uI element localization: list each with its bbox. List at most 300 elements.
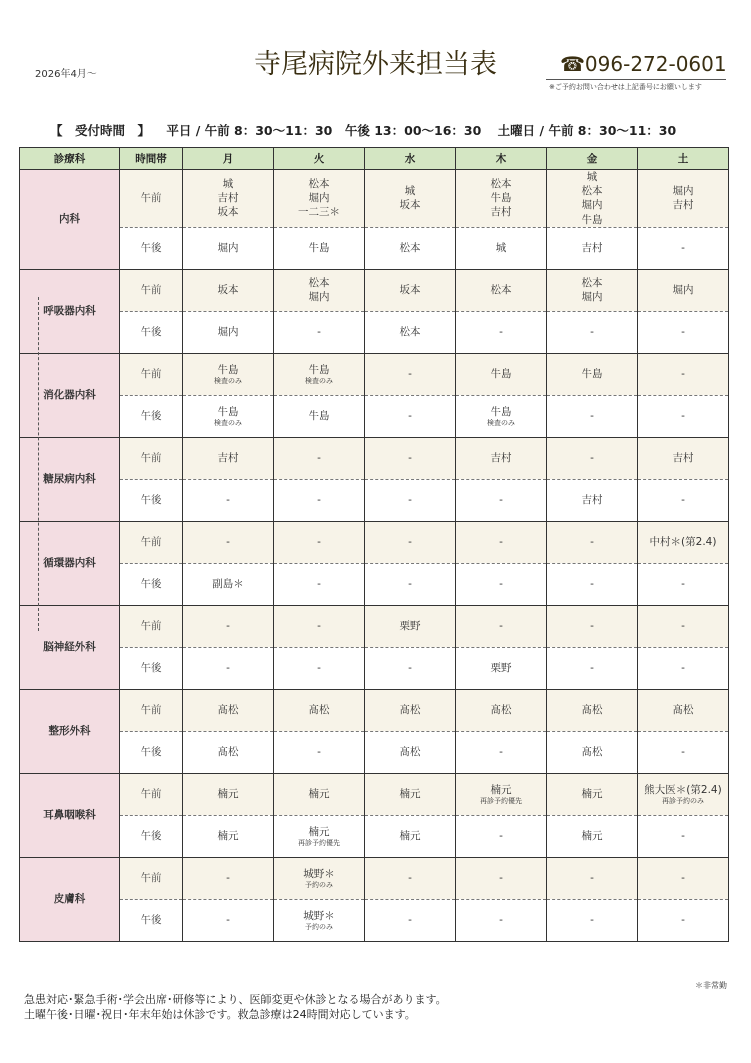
- schedule-cell: [456, 521, 547, 563]
- doctor-name: -: [681, 914, 685, 927]
- date-label: 2026年4月～: [35, 69, 97, 80]
- schedule-cell: [547, 521, 638, 563]
- doctor-name: 坂本: [217, 206, 239, 219]
- doctor-name: 牛島: [308, 363, 330, 376]
- schedule-cell: [547, 269, 638, 311]
- table-row: [20, 857, 729, 899]
- phone-number: [560, 52, 727, 76]
- schedule-cell: [547, 857, 638, 899]
- doctor-name: -: [499, 578, 503, 591]
- doctor-name: -: [681, 578, 685, 591]
- cell-note: 予約のみ: [305, 881, 333, 890]
- table-row: [20, 647, 729, 689]
- schedule-cell: [274, 815, 365, 857]
- doctor-name: 松本: [490, 178, 512, 191]
- doctor-name: -: [408, 494, 412, 507]
- doctor-name: 栗野: [490, 662, 512, 675]
- schedule-cell: [365, 311, 456, 353]
- doctor-name: -: [590, 914, 594, 927]
- time-slot: 午後: [120, 899, 183, 941]
- doctor-name: -: [499, 746, 503, 759]
- schedule-cell: [183, 170, 274, 228]
- doctor-name: 髙松: [672, 704, 694, 717]
- table-row: [20, 773, 729, 815]
- schedule-cell: [638, 269, 729, 311]
- schedule-cell: [638, 227, 729, 269]
- table-row: [20, 227, 729, 269]
- doctor-name: -: [590, 326, 594, 339]
- time-slot: 午後: [120, 227, 183, 269]
- phone-underline: [546, 79, 726, 80]
- time-slot: 午前: [120, 170, 183, 228]
- schedule-cell: [183, 521, 274, 563]
- schedule-cell: [638, 395, 729, 437]
- schedule-cell: [365, 563, 456, 605]
- doctor-name: -: [590, 662, 594, 675]
- schedule-cell: [183, 647, 274, 689]
- doctor-name: 堀内: [217, 326, 239, 339]
- time-slot: 午前: [120, 269, 183, 311]
- schedule-cell: [274, 689, 365, 731]
- doctor-name: -: [317, 452, 321, 465]
- schedule-cell: [547, 311, 638, 353]
- doctor-name: 牛島: [490, 368, 512, 381]
- schedule-cell: [638, 563, 729, 605]
- doctor-name: 牛島: [490, 192, 512, 205]
- doctor-name: 吉村: [490, 452, 512, 465]
- schedule-cell: [638, 353, 729, 395]
- footer-notes: [24, 992, 447, 1023]
- doctor-name: -: [226, 620, 230, 633]
- hours-weekday: 平日 / 午前 8：30～11：30 午後 13：00～16：30: [166, 123, 482, 138]
- time-slot: 午後: [120, 647, 183, 689]
- schedule-cell: [638, 689, 729, 731]
- table-row: [20, 563, 729, 605]
- doctor-name: -: [681, 746, 685, 759]
- schedule-cell: [456, 395, 547, 437]
- doctor-name: 牛島: [308, 410, 330, 423]
- doctor-name: -: [408, 578, 412, 591]
- doctor-name: -: [681, 494, 685, 507]
- doctor-name: 堀内: [308, 291, 330, 304]
- doctor-name: 熊大医＊(第2.4): [644, 783, 722, 796]
- schedule-cell: [547, 563, 638, 605]
- doctor-name: 松本: [581, 185, 603, 198]
- doctor-name: 牛島: [581, 213, 603, 226]
- doctor-name: -: [499, 830, 503, 843]
- doctor-name: 松本: [490, 284, 512, 297]
- time-slot: 午後: [120, 479, 183, 521]
- doctor-name: 楠元: [581, 788, 603, 801]
- schedule-cell: [456, 815, 547, 857]
- schedule-cell: [638, 647, 729, 689]
- schedule-cell: [183, 899, 274, 941]
- doctor-name: 副島＊: [212, 578, 244, 591]
- doctor-name: 牛島: [490, 405, 512, 418]
- doctor-name: 楠元: [581, 830, 603, 843]
- cell-note: 再診予約優先: [298, 839, 340, 848]
- doctor-name: 城: [404, 185, 416, 198]
- doctor-name: 吉村: [490, 206, 512, 219]
- schedule-cell: [456, 437, 547, 479]
- schedule-cell: [638, 479, 729, 521]
- doctor-name: 堀内: [581, 291, 603, 304]
- schedule-cell: [456, 311, 547, 353]
- doctor-name: 楠元: [308, 825, 330, 838]
- time-slot: 午前: [120, 521, 183, 563]
- table-row: [20, 479, 729, 521]
- schedule-cell: [365, 773, 456, 815]
- schedule-cell: [638, 521, 729, 563]
- doctor-name: -: [590, 410, 594, 423]
- schedule-cell: [547, 479, 638, 521]
- schedule-cell: [183, 563, 274, 605]
- doctor-name: -: [590, 620, 594, 633]
- doctor-name: 楠元: [399, 830, 421, 843]
- department-name: 循環器内科: [20, 521, 120, 605]
- schedule-cell: [183, 269, 274, 311]
- doctor-name: -: [317, 746, 321, 759]
- schedule-cell: [183, 353, 274, 395]
- schedule-cell: [456, 227, 547, 269]
- footer-line: 土曜午後･日曜･祝日･年末年始は休診です。救急診療は24時間対応しています。: [24, 1008, 416, 1022]
- doctor-name: 中村＊(第2.4): [649, 536, 717, 549]
- phone-note: ※ご予約お問い合わせは上記番号にお願いします: [549, 83, 702, 91]
- doctor-name: -: [681, 620, 685, 633]
- schedule-cell: [183, 773, 274, 815]
- doctor-name: 髙松: [581, 746, 603, 759]
- doctor-name: -: [499, 914, 503, 927]
- col-header: 時間帯: [120, 148, 183, 170]
- doctor-name: 松本: [308, 178, 330, 191]
- doctor-name: -: [317, 620, 321, 633]
- schedule-cell: [183, 395, 274, 437]
- col-header: 木: [456, 148, 547, 170]
- schedule-cell: [365, 170, 456, 228]
- schedule-cell: [183, 689, 274, 731]
- department-name: 脳神経外科: [20, 605, 120, 689]
- table-row: [20, 170, 729, 228]
- table-row: [20, 731, 729, 773]
- schedule-cell: [274, 731, 365, 773]
- schedule-table: [19, 147, 729, 942]
- schedule-cell: [547, 731, 638, 773]
- department-name: 皮膚科: [20, 857, 120, 941]
- schedule-cell: [183, 731, 274, 773]
- schedule-cell: [456, 605, 547, 647]
- doctor-name: 吉村: [217, 452, 239, 465]
- table-row: [20, 353, 729, 395]
- col-header: 土: [638, 148, 729, 170]
- phone-text: 096-272-0601: [584, 52, 727, 76]
- hours-saturday: 土曜日 / 午前 8：30～11：30: [497, 123, 677, 138]
- doctor-name: 吉村: [672, 199, 694, 212]
- page-title: 寺尾病院外来担当表: [254, 49, 497, 80]
- schedule-cell: [274, 395, 365, 437]
- schedule-cell: [274, 899, 365, 941]
- schedule-cell: [365, 689, 456, 731]
- schedule-cell: [274, 269, 365, 311]
- schedule-cell: [547, 899, 638, 941]
- department-name: 耳鼻咽喉科: [20, 773, 120, 857]
- schedule-cell: [456, 563, 547, 605]
- col-header: 金: [547, 148, 638, 170]
- doctor-name: 髙松: [217, 746, 239, 759]
- doctor-name: 楠元: [490, 783, 512, 796]
- schedule-cell: [365, 605, 456, 647]
- table-row: [20, 437, 729, 479]
- doctor-name: 吉村: [672, 452, 694, 465]
- schedule-cell: [456, 773, 547, 815]
- doctor-name: -: [681, 830, 685, 843]
- schedule-cell: [183, 815, 274, 857]
- table-row: [20, 689, 729, 731]
- doctor-name: 堀内: [672, 185, 694, 198]
- doctor-name: 松本: [399, 242, 421, 255]
- schedule-cell: [547, 773, 638, 815]
- doctor-name: 吉村: [581, 242, 603, 255]
- department-name: 糖尿病内科: [20, 437, 120, 521]
- schedule-cell: [365, 899, 456, 941]
- schedule-cell: [638, 437, 729, 479]
- table-row: [20, 311, 729, 353]
- department-name: 消化器内科: [20, 353, 120, 437]
- time-slot: 午後: [120, 311, 183, 353]
- doctor-name: 松本: [308, 277, 330, 290]
- schedule-cell: [456, 731, 547, 773]
- time-slot: 午前: [120, 605, 183, 647]
- doctor-name: 楠元: [217, 788, 239, 801]
- schedule-cell: [638, 857, 729, 899]
- schedule-cell: [456, 269, 547, 311]
- schedule-cell: [365, 731, 456, 773]
- col-header: 月: [183, 148, 274, 170]
- doctor-name: -: [499, 620, 503, 633]
- doctor-name: -: [317, 326, 321, 339]
- schedule-cell: [365, 521, 456, 563]
- schedule-cell: [365, 479, 456, 521]
- doctor-name: -: [226, 914, 230, 927]
- schedule-cell: [547, 689, 638, 731]
- schedule-cell: [456, 647, 547, 689]
- doctor-name: -: [681, 242, 685, 255]
- schedule-cell: [456, 479, 547, 521]
- schedule-cell: [183, 857, 274, 899]
- schedule-cell: [274, 647, 365, 689]
- doctor-name: -: [408, 410, 412, 423]
- doctor-name: -: [226, 536, 230, 549]
- department-name: 整形外科: [20, 689, 120, 773]
- schedule-cell: [274, 227, 365, 269]
- doctor-name: -: [681, 872, 685, 885]
- cell-note: 検査のみ: [305, 377, 333, 386]
- cell-note: 予約のみ: [305, 923, 333, 932]
- schedule-cell: [183, 311, 274, 353]
- table-row: [20, 395, 729, 437]
- schedule-cell: [274, 773, 365, 815]
- header-row: [20, 148, 729, 170]
- schedule-cell: [638, 815, 729, 857]
- schedule-cell: [638, 311, 729, 353]
- schedule-cell: [638, 773, 729, 815]
- schedule-cell: [365, 395, 456, 437]
- schedule-cell: [547, 353, 638, 395]
- doctor-name: 髙松: [399, 704, 421, 717]
- internal-medicine-group-bracket: [38, 297, 40, 631]
- footer-line: 急患対応･緊急手術･学会出席･研修等により、医師変更や休診となる場合があります。: [24, 993, 447, 1006]
- doctor-name: 栗野: [399, 620, 421, 633]
- doctor-name: 堀内: [581, 199, 603, 212]
- doctor-name: -: [317, 578, 321, 591]
- doctor-name: -: [590, 452, 594, 465]
- time-slot: 午後: [120, 395, 183, 437]
- doctor-name: 城: [586, 171, 598, 183]
- schedule-cell: [274, 170, 365, 228]
- doctor-name: -: [499, 536, 503, 549]
- time-slot: 午後: [120, 563, 183, 605]
- schedule-cell: [547, 227, 638, 269]
- schedule-cell: [274, 521, 365, 563]
- schedule-cell: [365, 647, 456, 689]
- doctor-name: 牛島: [581, 368, 603, 381]
- schedule-cell: [365, 269, 456, 311]
- schedule-cell: [547, 605, 638, 647]
- doctor-name: -: [499, 494, 503, 507]
- doctor-name: 坂本: [399, 284, 421, 297]
- doctor-name: -: [226, 872, 230, 885]
- doctor-name: 楠元: [308, 788, 330, 801]
- schedule-cell: [456, 689, 547, 731]
- schedule-cell: [456, 857, 547, 899]
- cell-note: 検査のみ: [487, 419, 515, 428]
- schedule-cell: [547, 815, 638, 857]
- doctor-name: 楠元: [399, 788, 421, 801]
- cell-note: 検査のみ: [214, 419, 242, 428]
- doctor-name: 城野＊: [303, 867, 335, 880]
- doctor-name: -: [317, 536, 321, 549]
- doctor-name: 楠元: [217, 830, 239, 843]
- department-name: 内科: [20, 170, 120, 270]
- schedule-cell: [456, 353, 547, 395]
- doctor-name: 吉村: [217, 192, 239, 205]
- schedule-cell: [274, 479, 365, 521]
- schedule-cell: [365, 815, 456, 857]
- schedule-cell: [274, 563, 365, 605]
- doctor-name: 髙松: [490, 704, 512, 717]
- schedule-cell: [183, 605, 274, 647]
- doctor-name: 松本: [399, 326, 421, 339]
- col-header: 火: [274, 148, 365, 170]
- doctor-name: -: [408, 452, 412, 465]
- doctor-name: -: [590, 872, 594, 885]
- doctor-name: -: [499, 326, 503, 339]
- doctor-name: -: [681, 410, 685, 423]
- doctor-name: -: [681, 368, 685, 381]
- table-row: [20, 899, 729, 941]
- schedule-cell: [638, 899, 729, 941]
- col-header: 水: [365, 148, 456, 170]
- doctor-name: -: [408, 662, 412, 675]
- cell-note: 再診予約のみ: [662, 797, 704, 806]
- doctor-name: 牛島: [217, 363, 239, 376]
- doctor-name: 堀内: [308, 192, 330, 205]
- doctor-name: -: [408, 872, 412, 885]
- doctor-name: 牛島: [308, 242, 330, 255]
- doctor-name: -: [408, 536, 412, 549]
- doctor-name: 髙松: [308, 704, 330, 717]
- doctor-name: -: [681, 326, 685, 339]
- doctor-name: 堀内: [672, 284, 694, 297]
- nonregular-note: ＊非常勤: [695, 981, 727, 990]
- doctor-name: -: [317, 662, 321, 675]
- schedule-cell: [274, 311, 365, 353]
- table-row: [20, 521, 729, 563]
- col-header: 診療科: [20, 148, 120, 170]
- reception-hours: [50, 121, 688, 139]
- schedule-cell: [365, 227, 456, 269]
- schedule-cell: [638, 170, 729, 228]
- time-slot: 午前: [120, 437, 183, 479]
- time-slot: 午後: [120, 731, 183, 773]
- schedule-cell: [638, 605, 729, 647]
- schedule-cell: [547, 395, 638, 437]
- schedule-cell: [547, 437, 638, 479]
- doctor-name: -: [226, 662, 230, 675]
- time-slot: 午前: [120, 689, 183, 731]
- schedule-cell: [365, 857, 456, 899]
- cell-note: 再診予約優先: [480, 797, 522, 806]
- schedule-cell: [547, 647, 638, 689]
- department-name: 呼吸器内科: [20, 269, 120, 353]
- doctor-name: -: [408, 368, 412, 381]
- schedule-cell: [274, 605, 365, 647]
- phone-icon: ☎: [560, 52, 585, 76]
- time-slot: 午前: [120, 353, 183, 395]
- schedule-cell: [365, 353, 456, 395]
- schedule-cell: [183, 227, 274, 269]
- doctor-name: 髙松: [399, 746, 421, 759]
- doctor-name: -: [317, 494, 321, 507]
- schedule-cell: [183, 479, 274, 521]
- table-row: [20, 269, 729, 311]
- schedule-cell: [365, 437, 456, 479]
- doctor-name: 堀内: [217, 242, 239, 255]
- doctor-name: -: [590, 536, 594, 549]
- schedule-cell: [274, 437, 365, 479]
- doctor-name: -: [681, 662, 685, 675]
- schedule-cell: [456, 899, 547, 941]
- schedule-cell: [456, 170, 547, 228]
- doctor-name: -: [226, 494, 230, 507]
- schedule-cell: [274, 857, 365, 899]
- doctor-name: 吉村: [581, 494, 603, 507]
- time-slot: 午前: [120, 773, 183, 815]
- schedule-cell: [547, 170, 638, 228]
- doctor-name: 松本: [581, 277, 603, 290]
- doctor-name: 城: [222, 178, 234, 191]
- schedule-cell: [638, 731, 729, 773]
- time-slot: 午後: [120, 815, 183, 857]
- hours-label: 【 受付時間 】: [50, 123, 151, 138]
- doctor-name: 一二三＊: [298, 206, 340, 219]
- doctor-name: 坂本: [217, 284, 239, 297]
- doctor-name: 城野＊: [303, 909, 335, 922]
- time-slot: 午前: [120, 857, 183, 899]
- table-row: [20, 605, 729, 647]
- table-row: [20, 815, 729, 857]
- doctor-name: 髙松: [581, 704, 603, 717]
- schedule-cell: [274, 353, 365, 395]
